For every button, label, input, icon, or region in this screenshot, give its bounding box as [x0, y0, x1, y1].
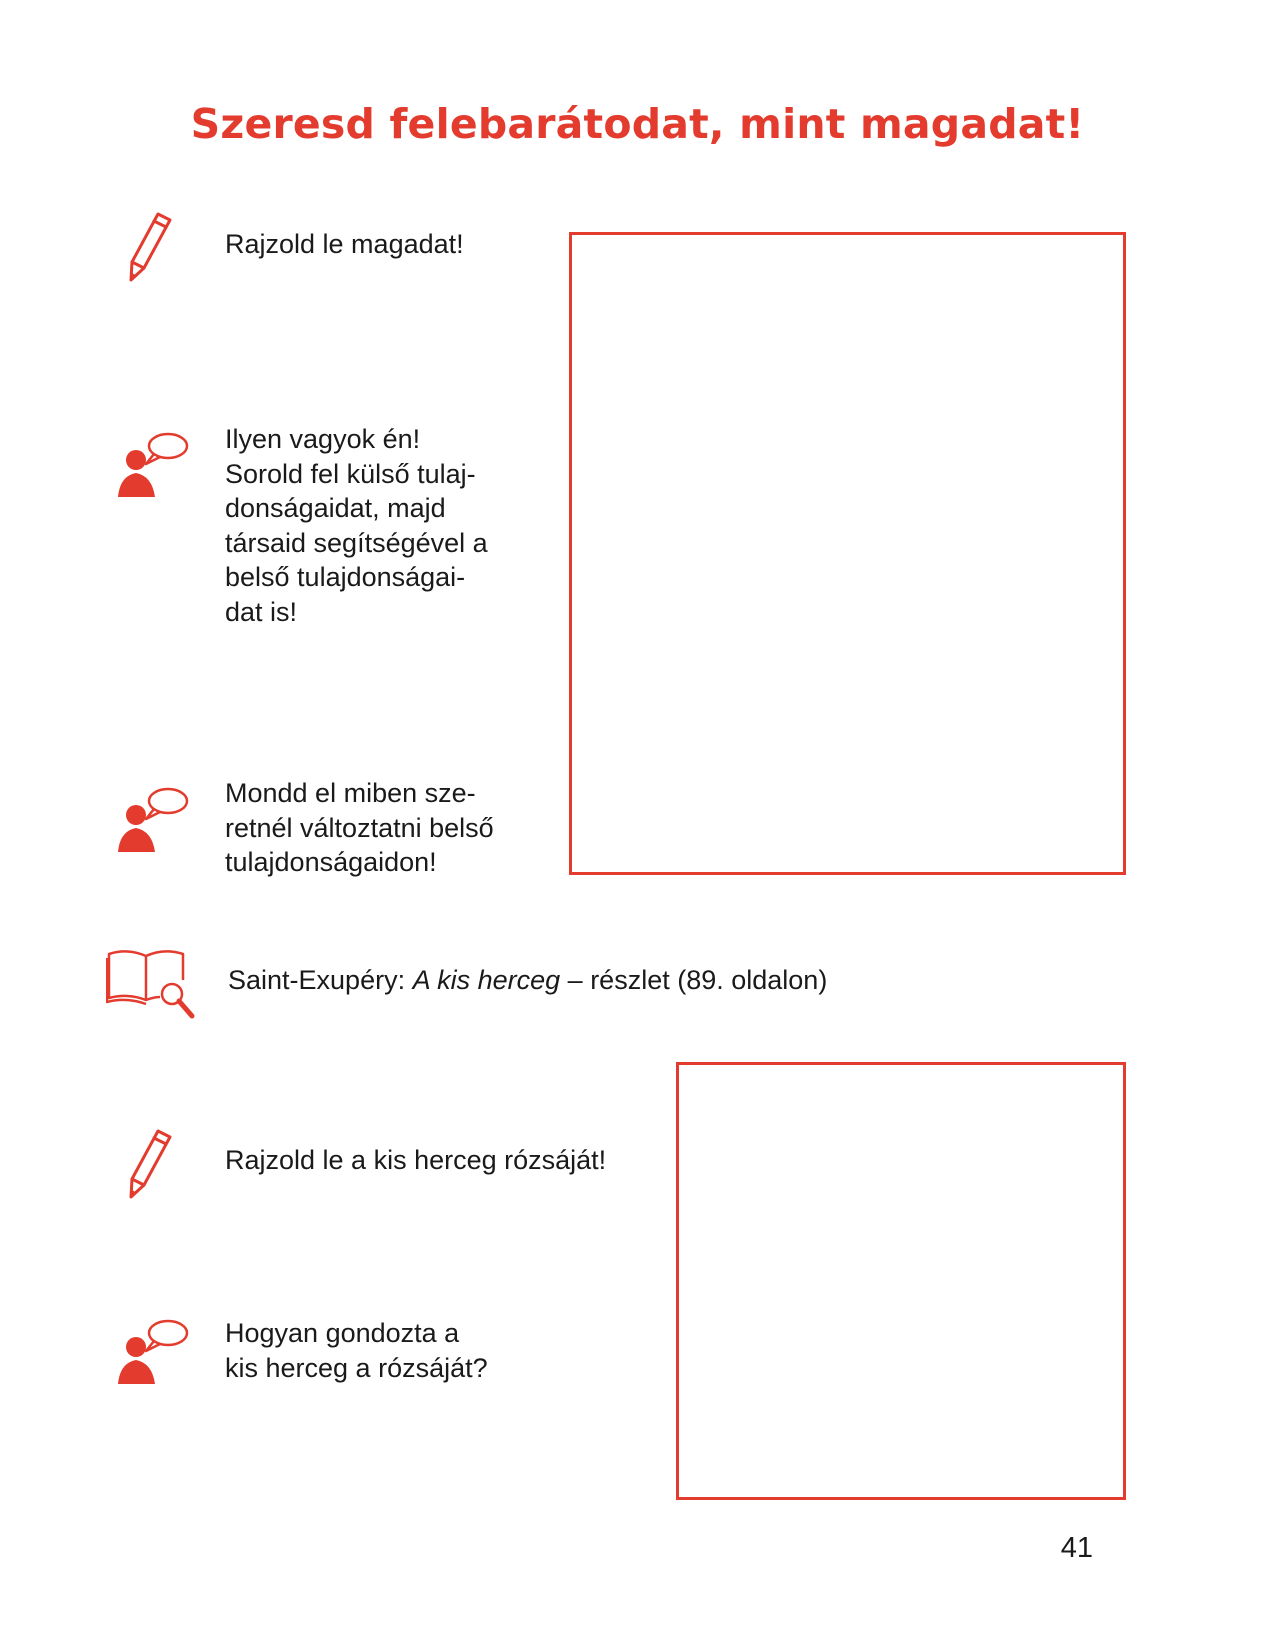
- speaker-bubble-icon: [116, 1317, 190, 1385]
- book-title: A kis herceg: [412, 965, 561, 995]
- instruction-change-traits: Mondd el miben sze- retnél változtatni belső tulajdonságaidon!: [225, 778, 494, 877]
- speaker-bubble-icon: [116, 785, 190, 853]
- page-number: 41: [1060, 1532, 1093, 1564]
- instruction-draw-yourself: Rajzold le magadat!: [225, 229, 464, 259]
- pencil-icon: [128, 1127, 176, 1201]
- page-title: Szeresd felebarátodat, mint magadat!: [190, 100, 1085, 148]
- book-magnifier-icon: [106, 948, 196, 1022]
- drawing-box-self[interactable]: [569, 232, 1126, 875]
- reading-reference: Saint-Exupéry: A kis herceg – részlet (89. oldalon): [228, 965, 828, 995]
- instruction-list-traits: Ilyen vagyok én! Sorold fel külső tulaj- donságaidat, majd társaid segítségével a belső tulajdonságai- dat is!: [225, 424, 488, 627]
- instruction-draw-rose: Rajzold le a kis herceg rózsáját!: [225, 1145, 607, 1175]
- drawing-box-rose[interactable]: [676, 1062, 1126, 1500]
- pencil-icon: [128, 210, 176, 284]
- speaker-bubble-icon: [116, 430, 190, 498]
- question-rose-care: Hogyan gondozta a kis herceg a rózsáját?: [225, 1318, 488, 1383]
